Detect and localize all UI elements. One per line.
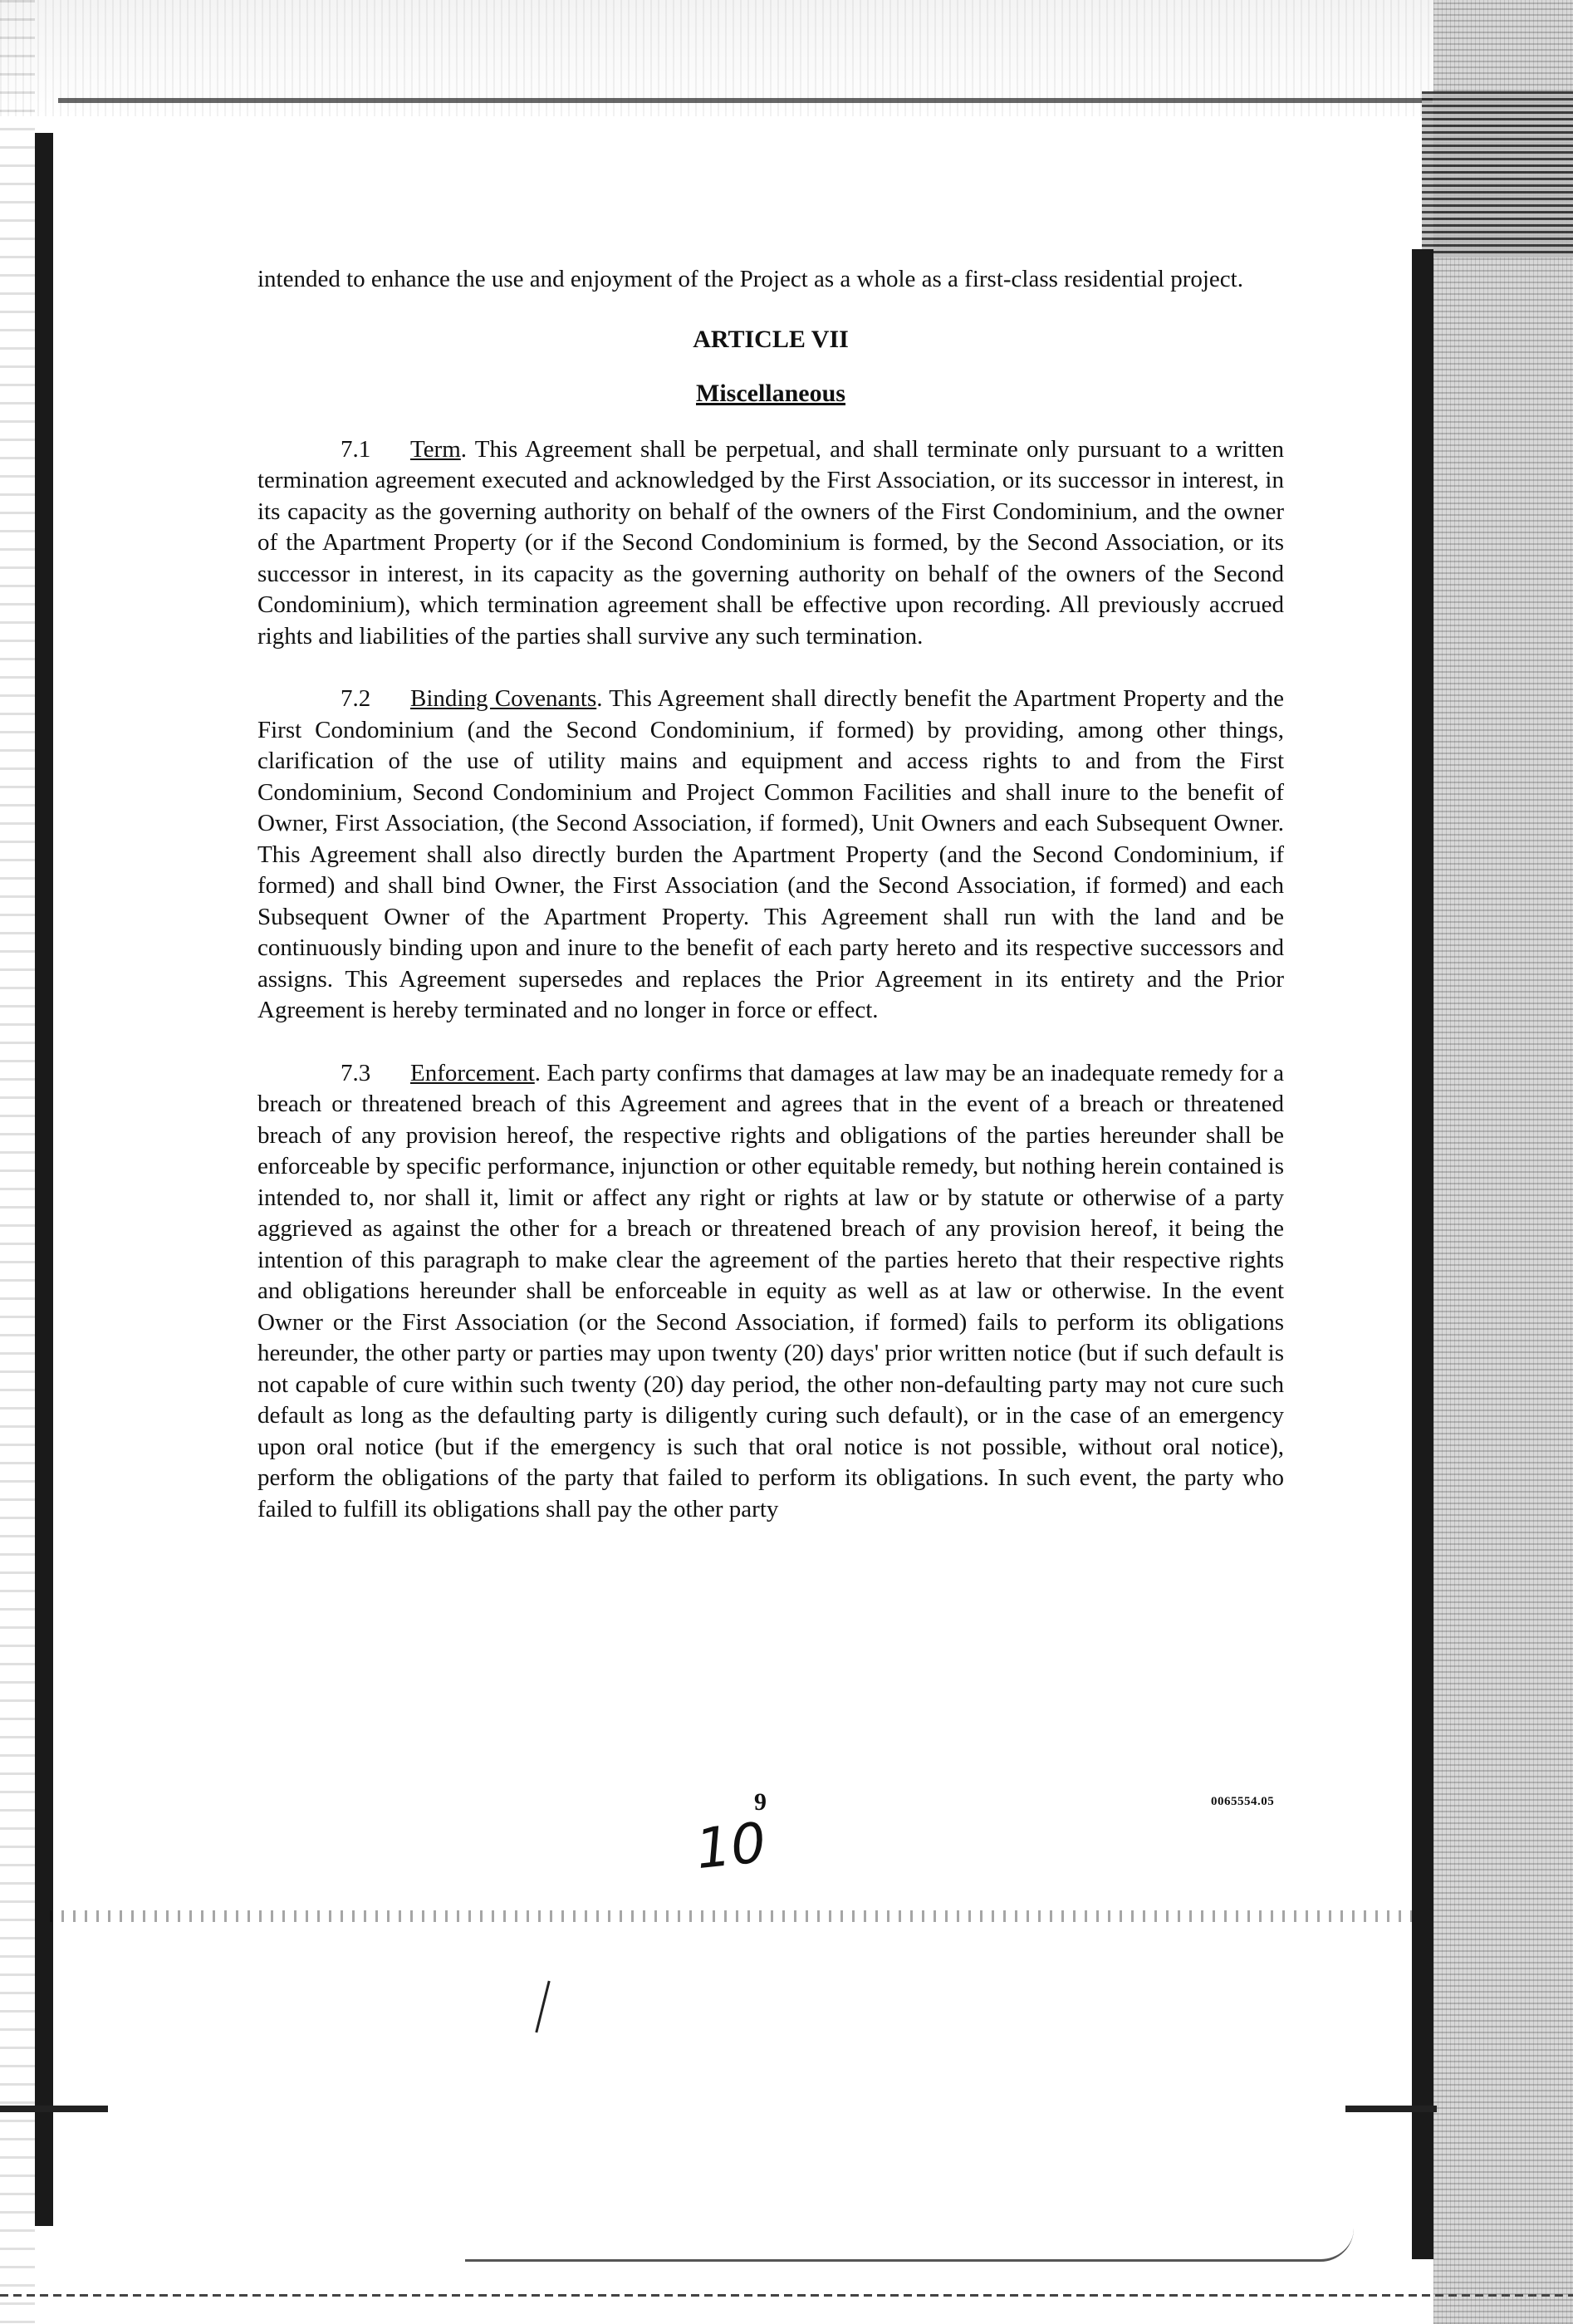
section-7-1 — [257, 434, 1284, 653]
section-body: . This Agreement shall be perpetual, and shall terminate only pursuant to a written termination agreement executed and acknowledged by the First Association, or its successor in interest, in its capacity as the governing authority on behalf of the owners of the First Condominium, and the owner of the Apartment Property (or if the Second Condominium is formed, by the Second Association, or its successor in interest, in its capacity as the governing authority on behalf of the owners of the Second Condominium), which termination agreement shall be effective upon recording. All previously accrued rights and liabilities of the parties shall survive any such termination. — [257, 435, 1284, 650]
section-body: . Each party confirms that damages at law may be an inadequate remedy for a breach or threatened breach of this Agreement and agrees that in the event of a breach or threatened breach of any provision hereof, the respective rights and obligations of the parties hereunder shall be enforceable by specific performance, injunction or other equitable remedy, but nothing herein contained is intended to, nor shall it, limit or affect any right or rights at law or by statute or otherwise of a party aggrieved as against the other for a breach or threatened breach of any provision hereof, it being the intention of this paragraph to make clear the agreement of the parties hereto that their respective rights and obligations hereunder shall be enforceable in equity as well as at law or otherwise. In the event Owner or the First Association (or the Second Association, if formed) fails to perform its obligations hereunder, the other party or parties may upon twenty (20) days' prior written notice (but if such default is not capable of cure within such twenty (20) day period, the other non-defaulting party may not cure such default as long as the defaulting party is diligently curing such default), or in the case of an emergency upon oral notice (but if the emergency is such that oral notice is not possible, without oral notice), perform the obligations of the party that failed to perform its obligations. In such event, the party who failed to fulfill its obligations shall pay the other party — [257, 1059, 1284, 1522]
document-page — [257, 264, 1284, 1525]
article-heading: ARTICLE VII — [693, 325, 849, 353]
section-7-3 — [257, 1058, 1284, 1526]
section-heading: Miscellaneous — [696, 380, 845, 407]
scan-right-bar — [1412, 249, 1433, 2259]
scan-right-edge-top — [1422, 91, 1573, 257]
scan-bottom-noise — [50, 1910, 1412, 1922]
scan-right-edge — [1433, 0, 1573, 2324]
scan-right-tab — [1345, 2106, 1437, 2112]
section-number: 7.3 — [341, 1059, 371, 1086]
section-number: 7.1 — [341, 435, 371, 463]
section-7-2 — [257, 684, 1284, 1027]
handwritten-page-number: 10 — [693, 1810, 769, 1882]
section-body: . This Agreement shall directly benefit the Apartment Property and the First Condominium (and the Second Condominium, if formed) by providing, among other things, clarification of the use of utility mains and equipment and access rights to and from the First Condominium, Second Condominium and Project Common Facilities and shall inure to the benefit of Owner, First Association, (the Second Association, if formed), Unit Owners and each Subsequent Owner. This Agreement shall also directly burden the Apartment Property (and the Second Condominium, if formed) and shall bind Owner, the First Association (and the Second Association, if formed) and each Subsequent Owner of the Apartment Property. This Agreement shall run with the land and be continuously binding upon and inure to the benefit of each party hereto and its respective successors and assigns. This Agreement supersedes and replaces the Prior Agreement in its entirety and the Prior Agreement is hereby terminated and no longer in force or effect. — [257, 685, 1285, 1023]
intro-paragraph: intended to enhance the use and enjoyment of the Project as a whole as a first-class residential project. — [257, 266, 1243, 292]
scan-bottom-rule — [0, 2294, 1573, 2297]
scan-left-edge — [0, 0, 35, 2324]
section-title: Binding Covenants — [410, 685, 597, 712]
handwritten-mark — [535, 1981, 550, 2033]
page-number: 9 — [754, 1788, 767, 1816]
document-code: 0065554.05 — [1211, 1795, 1275, 1808]
section-title: Enforcement — [410, 1059, 535, 1086]
section-number: 7.2 — [341, 685, 371, 712]
scan-bottom-curve — [465, 2226, 1354, 2262]
section-title: Term — [410, 435, 461, 463]
scan-left-tab — [0, 2106, 108, 2112]
scan-top-rule — [58, 98, 1433, 103]
